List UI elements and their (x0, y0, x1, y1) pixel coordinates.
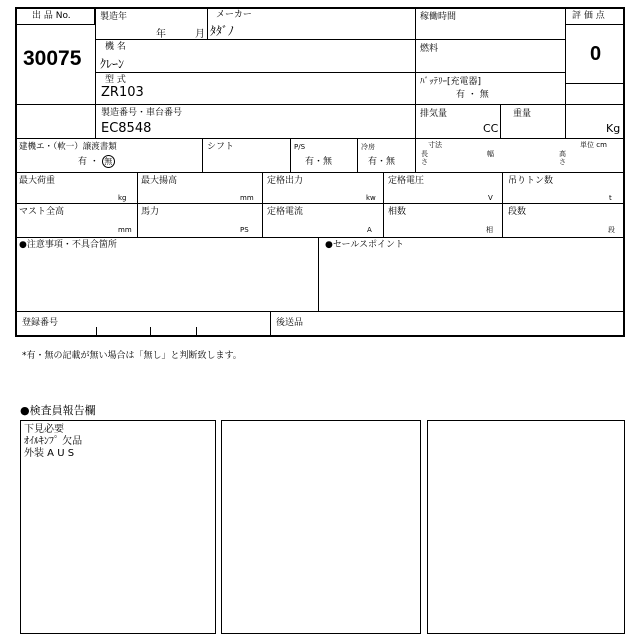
model-name-value: ｸﾚｰﾝ (100, 57, 125, 71)
type-label: 型 式 (105, 75, 126, 85)
rated-current-label: 定格電流 (267, 207, 304, 217)
weight-unit: Kg (606, 122, 621, 135)
month-unit: 月 (195, 29, 205, 40)
tonnage-unit: t (609, 194, 612, 202)
steps-unit: 段 (608, 226, 615, 234)
tonnage-label: 吊りトン数 (508, 176, 554, 186)
mast-height-label: マスト全高 (19, 207, 65, 217)
rated-voltage-unit: V (488, 194, 493, 202)
type-value: ZR103 (101, 85, 144, 100)
rated-output-unit: kw (366, 194, 376, 202)
inspector-line-1: 下見必要 (24, 424, 64, 435)
transfer-docs-no-circled: 無 (102, 155, 115, 168)
lot-no-value: 30075 (23, 47, 82, 70)
displacement-unit: CC (483, 122, 499, 135)
weight-label: 重量 (513, 109, 532, 119)
height-label: 高さ (559, 150, 566, 166)
battery-label: ﾊﾞｯﾃﾘｰ[充電器] (420, 77, 482, 87)
registration-label: 登録番号 (22, 318, 59, 328)
shipped-later-label: 後送品 (276, 318, 304, 328)
lot-no-label: 出 品 No. (32, 11, 71, 21)
inspector-line-2: ｵｲﾙｷﾝﾌﾟ 欠品 (24, 436, 83, 447)
max-load-label: 最大荷重 (19, 176, 56, 186)
model-name-label: 機 名 (105, 42, 126, 52)
inspector-box-3 (427, 420, 625, 634)
rated-current-unit: A (367, 226, 372, 234)
transfer-docs-value (78, 155, 115, 168)
dims-label: 寸法 (428, 141, 442, 149)
phase-label: 相数 (388, 207, 407, 217)
maker-value: ﾀﾀﾞﾉ (210, 24, 235, 38)
horsepower-unit: PS (240, 226, 249, 234)
max-lift-label: 最大揚高 (141, 176, 178, 186)
serial-value: EC8548 (101, 121, 152, 136)
score-label: 評 価 点 (572, 11, 605, 21)
max-load-unit: kg (118, 194, 127, 202)
selling-point-label: ●セールスポイント (325, 240, 405, 250)
hours-label: 稼働時間 (420, 12, 457, 22)
caution-label: ●注意事項・不具合箇所 (19, 240, 117, 250)
shift-label: シフト (207, 142, 235, 152)
serial-label: 製造番号・車台番号 (101, 108, 183, 118)
maker-label: メーカー (216, 10, 252, 20)
cooling-label: 冷房 (361, 143, 375, 151)
horsepower-label: 馬力 (141, 207, 160, 217)
battery-value: 有 ・ 無 (456, 90, 489, 100)
phase-unit: 相 (486, 226, 493, 234)
cooling-value: 有・無 (368, 157, 396, 167)
length-label: 長さ (421, 150, 428, 166)
inspector-box-2 (221, 420, 421, 634)
ps-label: P/S (294, 143, 306, 151)
mast-height-unit: mm (118, 226, 132, 234)
dims-unit: 単位 cm (580, 141, 607, 149)
fuel-label: 燃料 (420, 44, 439, 54)
year-label: 製造年 (100, 12, 128, 22)
inspector-title: ●検査員報告欄 (20, 404, 96, 417)
footnote: *有・無の記載が無い場合は「無し」と判断致します。 (22, 351, 242, 361)
steps-label: 段数 (508, 207, 527, 217)
score-value: 0 (590, 43, 602, 65)
max-lift-unit: mm (240, 194, 254, 202)
rated-output-label: 定格出力 (267, 176, 304, 186)
transfer-docs-label: 建機エ・（軟一）譲渡書類 (19, 142, 117, 152)
ps-value: 有・無 (305, 157, 333, 167)
width-label: 幅 (487, 150, 494, 158)
displacement-label: 排気量 (420, 109, 448, 119)
inspector-line-3: 外装 A U S (24, 448, 75, 459)
year-unit: 年 (156, 29, 166, 40)
rated-voltage-label: 定格電圧 (388, 176, 425, 186)
transfer-docs-yes: 有 ・ (78, 157, 99, 167)
